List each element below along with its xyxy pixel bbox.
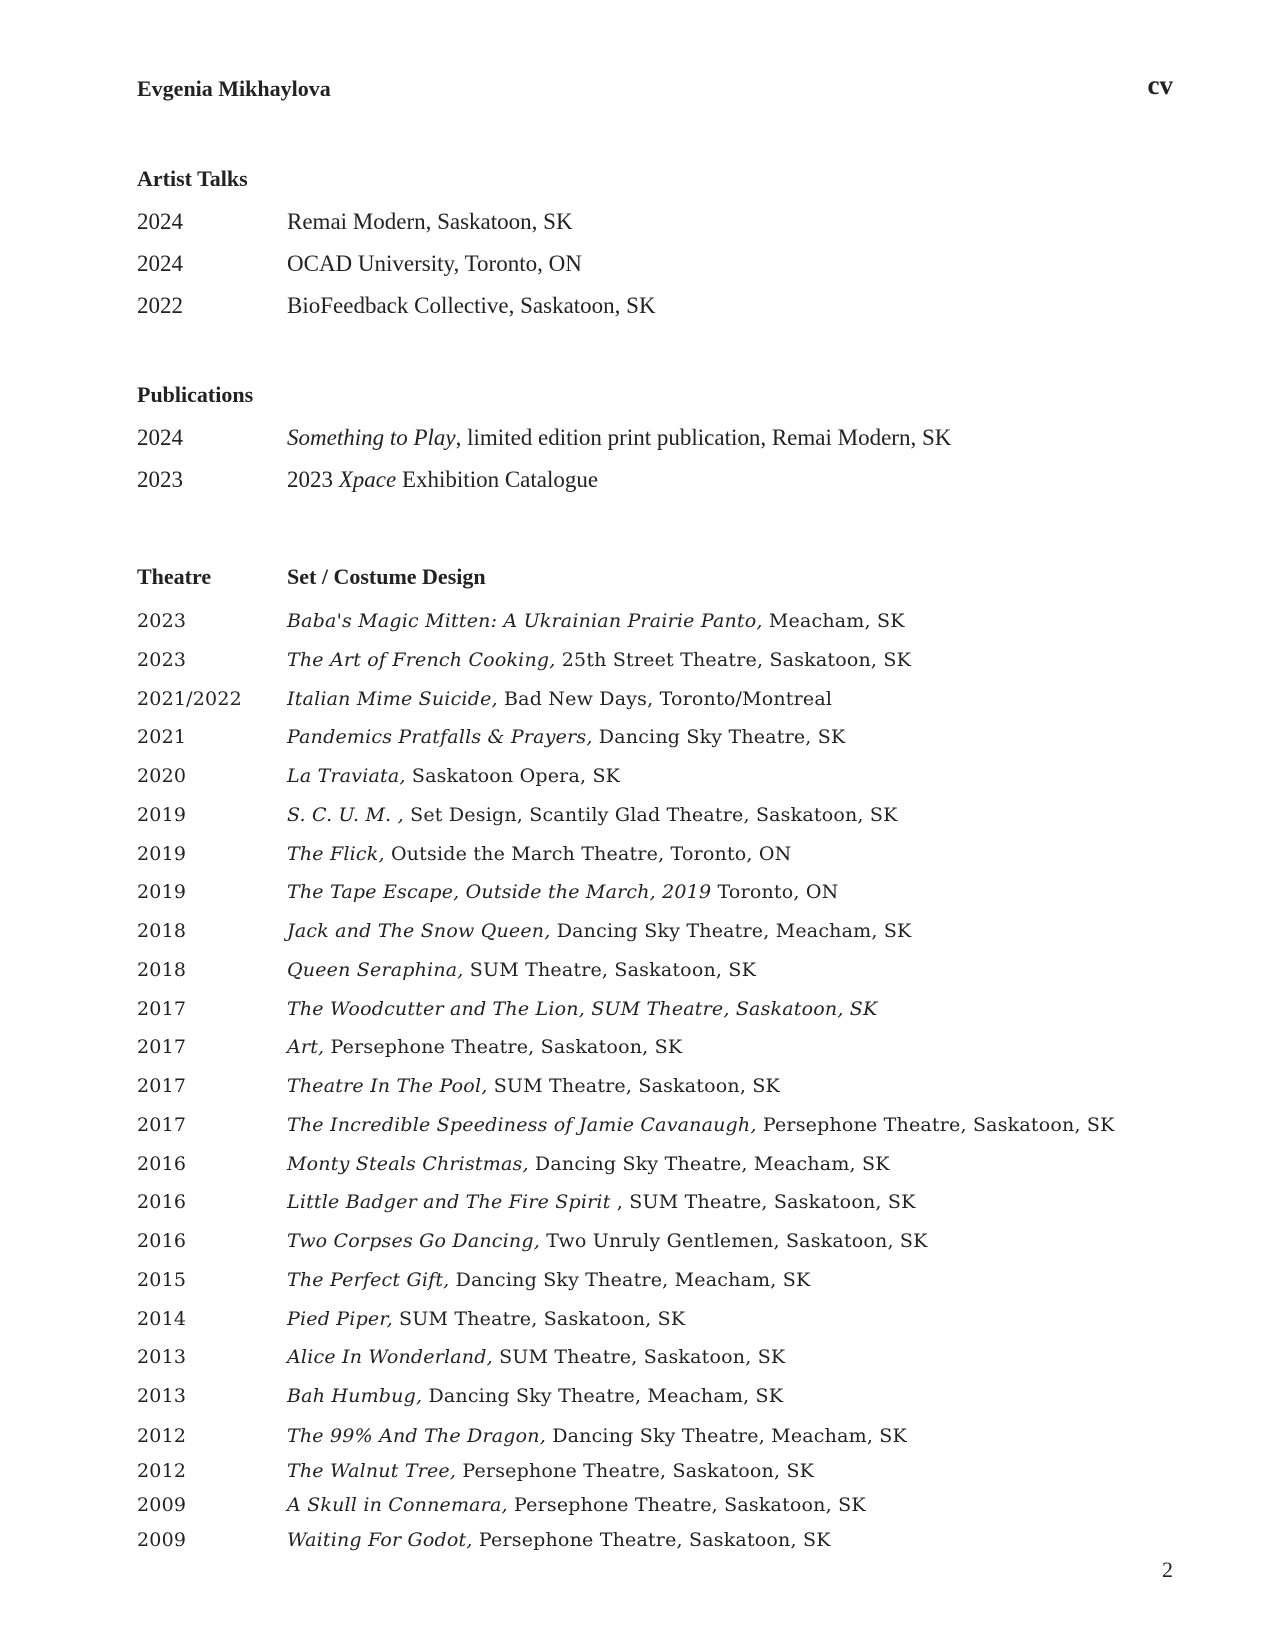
entry-detail: Dancing Sky Theatre, Meacham, SK <box>545 1425 907 1447</box>
entry-year: 2019 <box>137 881 187 903</box>
entry-year: 2021/2022 <box>137 688 242 710</box>
entry-title: The Art of French Cooking, <box>287 649 556 671</box>
theatre-row <box>137 726 1177 756</box>
entry-text <box>287 1494 866 1516</box>
publications-heading: Publications <box>137 382 254 407</box>
entry-year: 2018 <box>137 920 187 942</box>
entry-text <box>287 610 905 632</box>
theatre-row <box>137 959 1177 989</box>
entry-year: 2024 <box>137 251 183 276</box>
theatre-row <box>137 688 1177 718</box>
author-name: Evgenia Mikhaylova <box>137 76 331 101</box>
entry-title: Little Badger and The Fire Spirit <box>287 1191 611 1213</box>
publication-row <box>137 467 1177 497</box>
theatre-row <box>137 1269 1177 1299</box>
artist-talks-heading: Artist Talks <box>137 166 248 191</box>
entry-text <box>287 688 832 710</box>
entry-detail: , SUM Theatre, Saskatoon, SK <box>610 1191 916 1213</box>
entry-year: 2014 <box>137 1308 187 1330</box>
entry-year: 2012 <box>137 1460 187 1482</box>
entry-detail: BioFeedback Collective, Saskatoon, SK <box>287 293 656 318</box>
entry-title: Bah Humbug, <box>287 1385 423 1407</box>
entry-year: 2016 <box>137 1153 187 1175</box>
entry-year: 2023 <box>137 649 187 671</box>
theatre-row <box>137 920 1177 950</box>
entry-detail: Dancing Sky Theatre, Meacham, SK <box>449 1269 811 1291</box>
entry-detail: 2023 <box>287 467 339 492</box>
entry-detail: Persephone Theatre, Saskatoon, SK <box>507 1494 866 1516</box>
entry-detail: Bad New Days, Toronto/Montreal <box>497 688 833 710</box>
entry-detail: Persephone Theatre, Saskatoon, SK <box>756 1114 1115 1136</box>
entry-detail: 25th Street Theatre, Saskatoon, SK <box>555 649 912 671</box>
entry-year: 2022 <box>137 293 183 318</box>
entry-text <box>287 726 845 748</box>
entry-title: The Walnut Tree, <box>287 1460 457 1482</box>
entry-title: The Perfect Gift, <box>287 1269 450 1291</box>
theatre-row <box>137 1114 1177 1144</box>
entry-title: Art, <box>287 1036 325 1058</box>
entry-year: 2019 <box>137 843 187 865</box>
theatre-row <box>137 1385 1177 1415</box>
theatre-row <box>137 1346 1177 1376</box>
entry-year: 2012 <box>137 1425 187 1447</box>
entry-text <box>287 293 656 319</box>
theatre-row <box>137 1308 1177 1338</box>
set-costume-design-heading: Set / Costume Design <box>287 564 486 589</box>
entry-text <box>287 920 911 942</box>
artist-talk-row <box>137 209 1177 239</box>
theatre-row <box>137 804 1177 834</box>
entry-detail: Meacham, SK <box>762 610 905 632</box>
entry-title: S. C. U. M. , <box>287 804 404 826</box>
entry-detail: Exhibition Catalogue <box>396 467 599 492</box>
entry-title: Italian Mime Suicide, <box>287 688 498 710</box>
publication-row <box>137 425 1177 455</box>
entry-text <box>287 649 911 671</box>
entry-year: 2013 <box>137 1385 187 1407</box>
entry-year: 2017 <box>137 1114 187 1136</box>
entry-title: Queen Seraphina, <box>287 959 464 981</box>
entry-text <box>287 1036 682 1058</box>
theatre-row <box>137 649 1177 679</box>
theatre-row <box>137 1153 1177 1183</box>
artist-talk-row <box>137 251 1177 281</box>
entry-text <box>287 1308 685 1330</box>
theatre-heading: Theatre <box>137 564 212 589</box>
entry-detail: Toronto, ON <box>711 881 839 903</box>
entry-text <box>287 425 951 451</box>
entry-text <box>287 1153 890 1175</box>
artist-talk-row <box>137 293 1177 323</box>
entry-year: 2009 <box>137 1494 187 1516</box>
entry-title: Something to Play <box>287 425 456 450</box>
entry-year: 2018 <box>137 959 187 981</box>
entry-text <box>287 881 839 903</box>
entry-title: Waiting For Godot, <box>287 1529 473 1551</box>
entry-year: 2019 <box>137 804 187 826</box>
entry-year: 2024 <box>137 209 183 234</box>
entry-detail: Set Design, Scantily Glad Theatre, Saskatoon, SK <box>403 804 898 826</box>
entry-title: Two Corpses Go Dancing, <box>287 1230 540 1252</box>
entry-year: 2023 <box>137 467 183 492</box>
theatre-row <box>137 765 1177 795</box>
theatre-row <box>137 1494 1177 1524</box>
entry-year: 2020 <box>137 765 187 787</box>
entry-year: 2023 <box>137 610 187 632</box>
entry-text <box>287 998 877 1020</box>
entry-year: 2024 <box>137 425 183 450</box>
entry-year: 2021 <box>137 726 187 748</box>
entry-detail: SUM Theatre, Saskatoon, SK <box>463 959 756 981</box>
entry-text <box>287 1529 831 1551</box>
entry-title: Baba's Magic Mitten: A Ukrainian Prairie Panto, <box>287 610 763 632</box>
theatre-row <box>137 1036 1177 1066</box>
entry-detail: Persephone Theatre, Saskatoon, SK <box>324 1036 683 1058</box>
entry-detail: Dancing Sky Theatre, Meacham, SK <box>422 1385 784 1407</box>
entry-title: Alice In Wonderland, <box>287 1346 493 1368</box>
theatre-row <box>137 1529 1177 1559</box>
entry-text <box>287 1385 783 1407</box>
entry-title: The Flick, <box>287 843 385 865</box>
entry-title: Xpace <box>338 467 397 492</box>
entry-title: The 99% And The Dragon, <box>287 1425 546 1447</box>
entry-text <box>287 959 756 981</box>
theatre-row <box>137 1460 1177 1490</box>
entry-text <box>287 1346 785 1368</box>
theatre-row <box>137 610 1177 640</box>
entry-title: La Traviata, <box>287 765 406 787</box>
entry-text <box>287 251 582 277</box>
entry-detail: Two Unruly Gentlemen, Saskatoon, SK <box>539 1230 928 1252</box>
theatre-row <box>137 1425 1177 1455</box>
entry-year: 2016 <box>137 1230 187 1252</box>
page-number: 2 <box>1162 1557 1173 1582</box>
entry-detail: Dancing Sky Theatre, SK <box>592 726 846 748</box>
entry-year: 2017 <box>137 998 187 1020</box>
entry-title: Monty Steals Christmas, <box>287 1153 529 1175</box>
entry-text <box>287 467 598 493</box>
entry-title: The Incredible Speediness of Jamie Cavanaugh, <box>287 1114 757 1136</box>
entry-detail: Saskatoon Opera, SK <box>405 765 621 787</box>
entry-text <box>287 843 792 865</box>
entry-year: 2016 <box>137 1191 187 1213</box>
entry-detail: Persephone Theatre, Saskatoon, SK <box>456 1460 815 1482</box>
entry-text <box>287 1230 928 1252</box>
entry-title: The Tape Escape, Outside the March, 2019 <box>287 881 712 903</box>
theatre-row <box>137 1230 1177 1260</box>
entry-year: 2017 <box>137 1075 187 1097</box>
entry-detail: , limited edition print publication, Remai Modern, SK <box>455 425 952 450</box>
entry-year: 2009 <box>137 1529 187 1551</box>
entry-detail: Outside the March Theatre, Toronto, ON <box>384 843 792 865</box>
entry-text <box>287 1075 780 1097</box>
entry-text <box>287 1191 916 1213</box>
entry-text <box>287 209 573 235</box>
entry-year: 2015 <box>137 1269 187 1291</box>
entry-title: Jack and The Snow Queen, <box>287 920 551 942</box>
theatre-row <box>137 998 1177 1028</box>
entry-title: Pandemics Pratfalls & Prayers, <box>287 726 593 748</box>
entry-title: Theatre In The Pool, <box>287 1075 488 1097</box>
entry-detail: OCAD University, Toronto, ON <box>287 251 582 276</box>
entry-text <box>287 1269 810 1291</box>
entry-text <box>287 1114 1115 1136</box>
entry-title: The Woodcutter and The Lion, SUM Theatre, Saskatoon, SK <box>287 998 878 1020</box>
entry-text <box>287 765 620 787</box>
theatre-row <box>137 881 1177 911</box>
entry-text <box>287 804 898 826</box>
entry-detail: SUM Theatre, Saskatoon, SK <box>487 1075 780 1097</box>
document-label: cv <box>1147 70 1173 100</box>
entry-detail: Dancing Sky Theatre, Meacham, SK <box>550 920 912 942</box>
theatre-row <box>137 843 1177 873</box>
entry-detail: SUM Theatre, Saskatoon, SK <box>392 1308 686 1330</box>
theatre-row <box>137 1191 1177 1221</box>
entry-text <box>287 1460 814 1482</box>
entry-year: 2017 <box>137 1036 187 1058</box>
entry-detail: SUM Theatre, Saskatoon, SK <box>492 1346 786 1368</box>
entry-title: Pied Piper, <box>287 1308 393 1330</box>
entry-text <box>287 1425 907 1447</box>
entry-detail: Dancing Sky Theatre, Meacham, SK <box>528 1153 890 1175</box>
entry-detail: Persephone Theatre, Saskatoon, SK <box>472 1529 831 1551</box>
theatre-row <box>137 1075 1177 1105</box>
entry-year: 2013 <box>137 1346 187 1368</box>
entry-title: A Skull in Connemara, <box>287 1494 508 1516</box>
entry-detail: Remai Modern, Saskatoon, SK <box>287 209 573 234</box>
